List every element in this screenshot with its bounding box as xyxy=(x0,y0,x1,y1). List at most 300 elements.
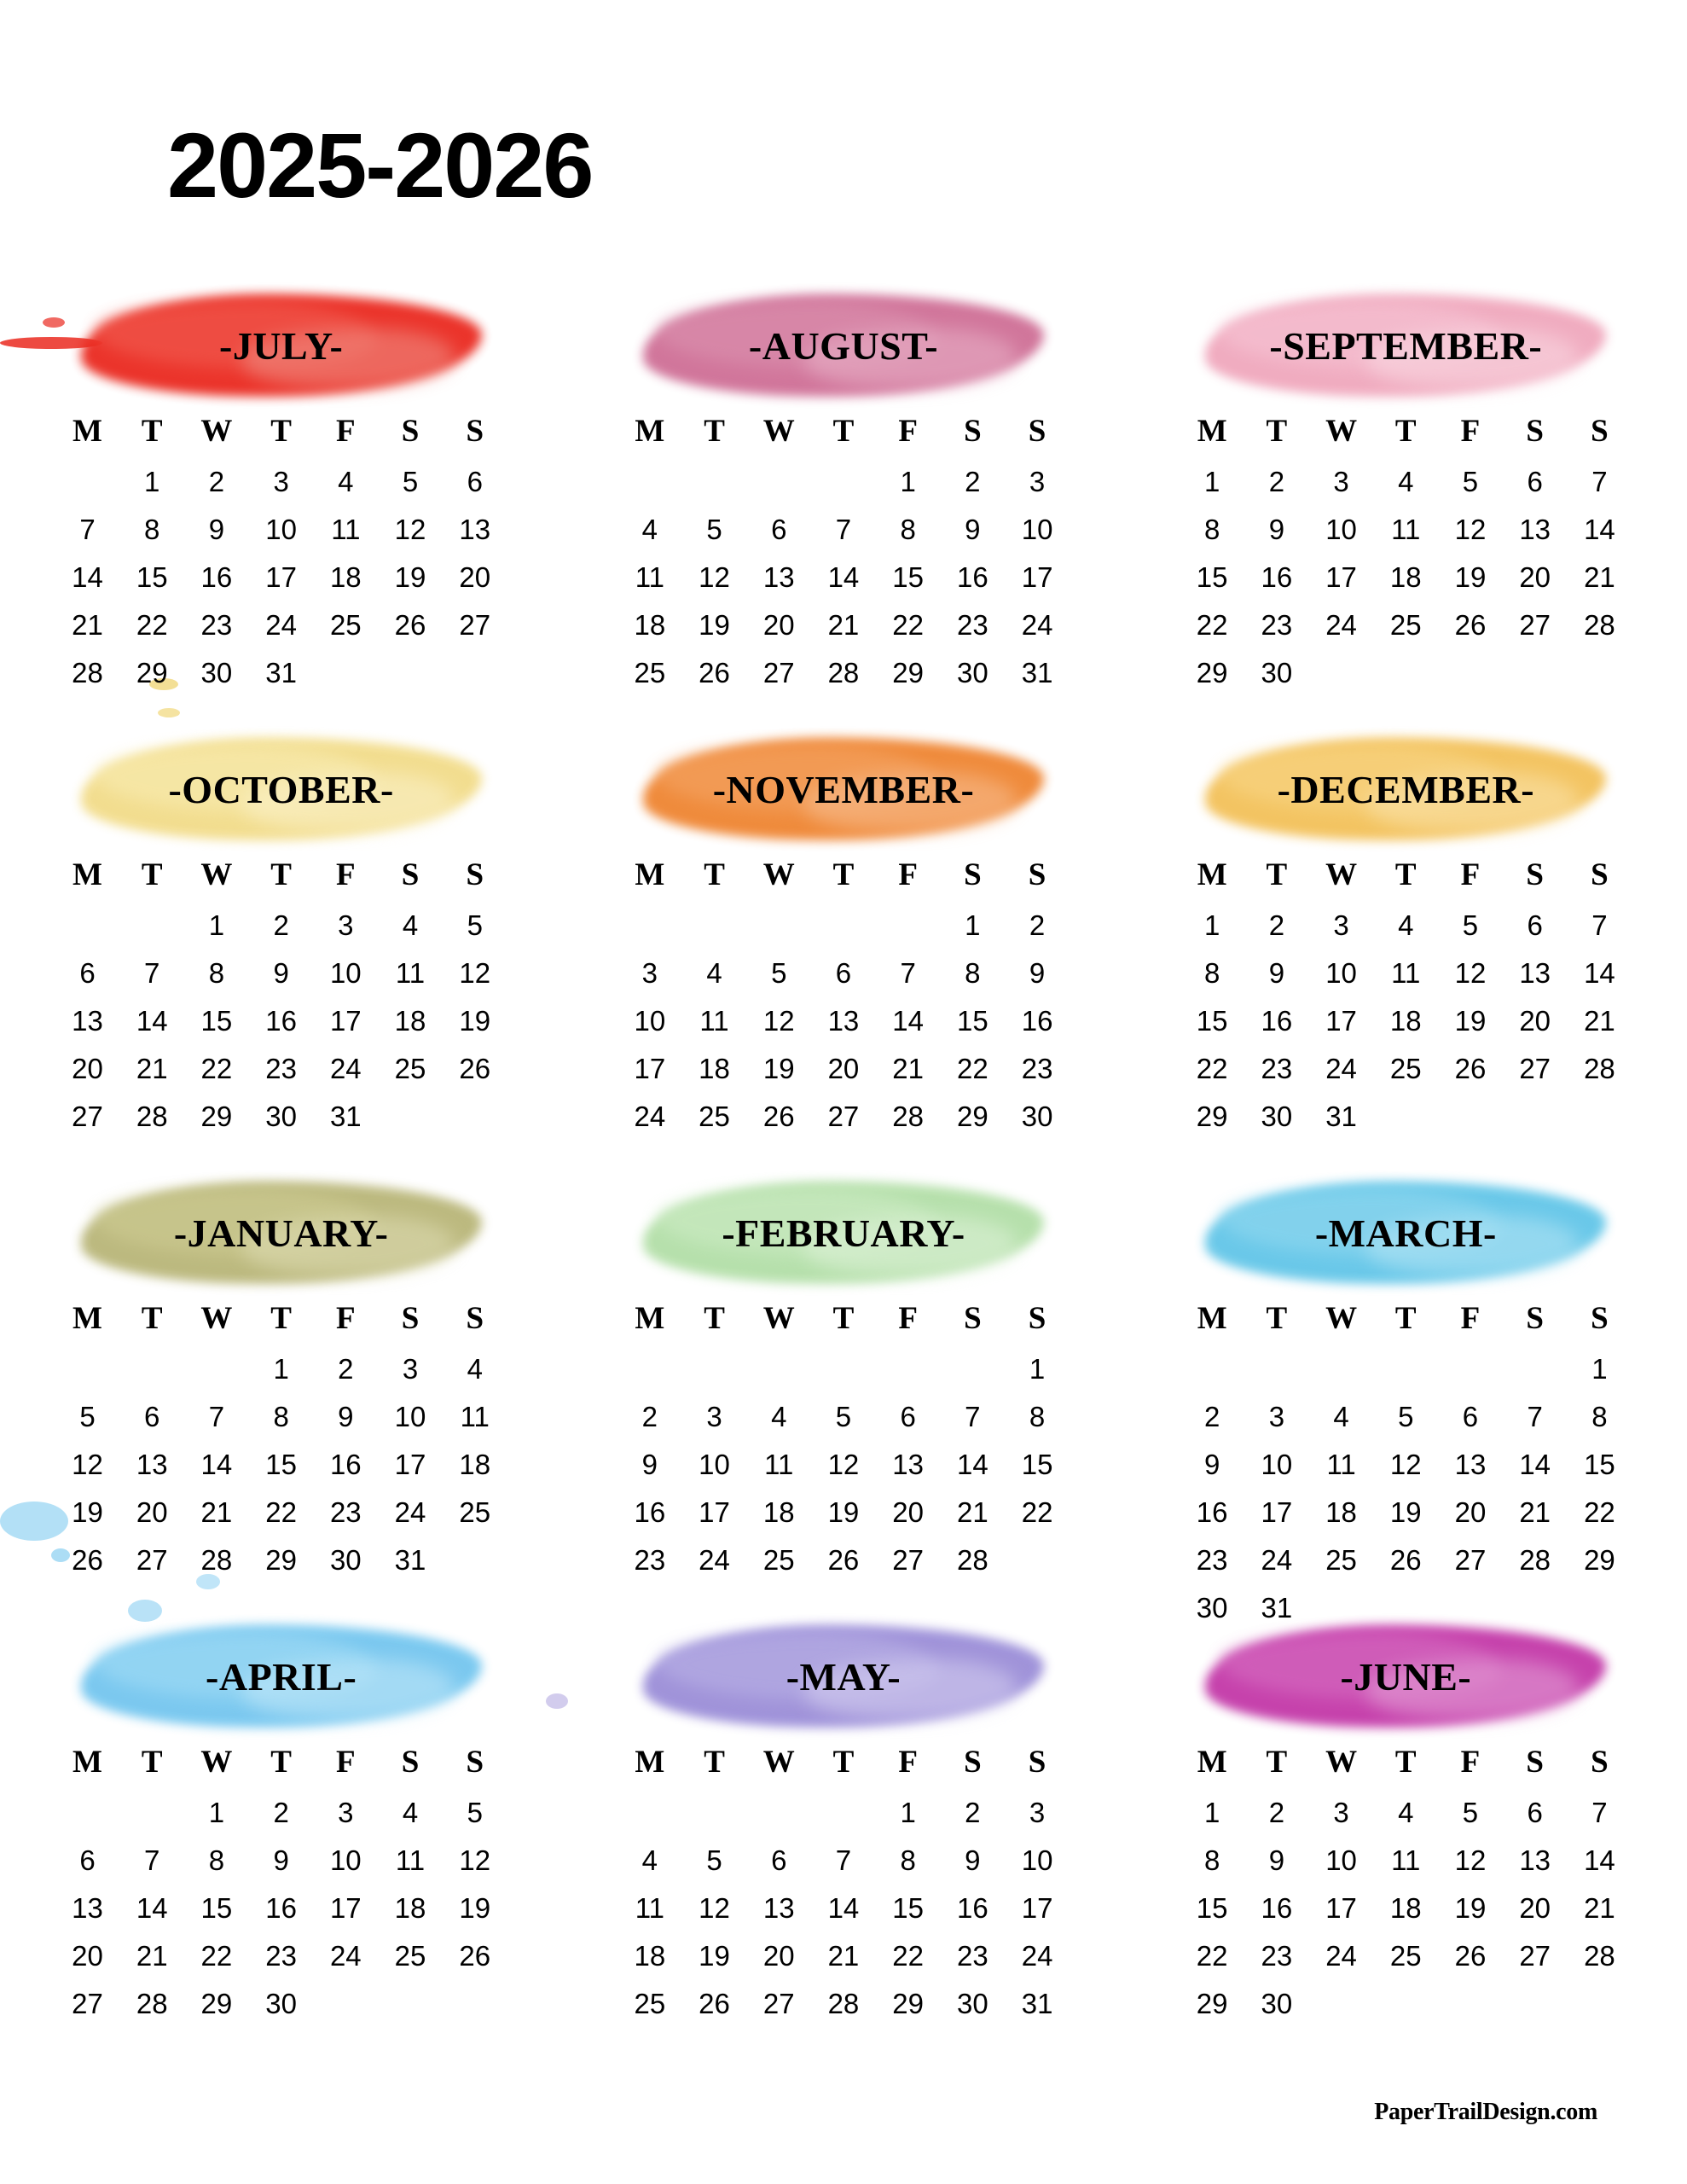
day-cell[interactable]: 23 xyxy=(1196,1544,1228,1576)
day-cell[interactable]: 28 xyxy=(72,657,103,688)
day-cell[interactable]: 3 xyxy=(338,1797,354,1828)
day-cell[interactable]: 7 xyxy=(835,514,852,545)
day-cell[interactable]: 30 xyxy=(329,1544,362,1576)
day-cell[interactable]: 29 xyxy=(1196,1101,1228,1132)
day-cell[interactable]: 1 xyxy=(900,466,916,497)
day-cell[interactable]: 1 xyxy=(965,909,981,941)
day-cell[interactable]: 15 xyxy=(265,1449,297,1480)
day-cell[interactable]: 29 xyxy=(892,657,924,688)
day-cell[interactable]: 24 xyxy=(1325,609,1357,641)
day-cell[interactable]: 27 xyxy=(72,1101,103,1132)
day-cell[interactable]: 23 xyxy=(329,1496,362,1528)
day-cell[interactable]: 8 xyxy=(1591,1401,1608,1432)
day-cell[interactable]: 31 xyxy=(394,1544,426,1576)
day-cell[interactable]: 2 xyxy=(273,1797,289,1828)
day-cell[interactable]: 22 xyxy=(200,1940,233,1972)
day-cell[interactable]: 9 xyxy=(208,514,225,545)
day-cell[interactable]: 6 xyxy=(79,957,96,989)
day-cell[interactable]: 15 xyxy=(1584,1449,1615,1480)
day-cell[interactable]: 14 xyxy=(892,1005,924,1037)
day-cell[interactable]: 15 xyxy=(1196,1005,1228,1037)
day-cell[interactable]: 26 xyxy=(394,609,426,641)
day-cell[interactable]: 1 xyxy=(273,1353,289,1385)
day-cell[interactable]: 30 xyxy=(1261,657,1293,688)
day-cell[interactable]: 24 xyxy=(329,1053,362,1084)
day-cell[interactable]: 28 xyxy=(1584,1053,1615,1084)
day-cell[interactable]: 27 xyxy=(1519,1053,1551,1084)
day-cell[interactable]: 20 xyxy=(1454,1496,1487,1528)
day-cell[interactable]: 22 xyxy=(1196,609,1228,641)
day-cell[interactable]: 27 xyxy=(459,609,491,641)
day-cell[interactable]: 11 xyxy=(331,514,361,545)
day-cell[interactable]: 22 xyxy=(892,609,924,641)
day-cell[interactable]: 20 xyxy=(1519,1892,1551,1924)
day-cell[interactable]: 20 xyxy=(459,561,491,593)
day-cell[interactable]: 10 xyxy=(1325,514,1357,545)
day-cell[interactable]: 4 xyxy=(1333,1401,1349,1432)
day-cell[interactable]: 27 xyxy=(72,1988,103,2019)
day-cell[interactable]: 18 xyxy=(1325,1496,1357,1528)
day-cell[interactable]: 27 xyxy=(1519,1940,1551,1972)
day-cell[interactable]: 2 xyxy=(1203,1401,1220,1432)
day-cell[interactable]: 18 xyxy=(634,609,666,641)
day-cell[interactable]: 28 xyxy=(827,1988,860,2019)
day-cell[interactable]: 30 xyxy=(1261,1988,1293,2019)
day-cell[interactable]: 23 xyxy=(200,609,233,641)
day-cell[interactable]: 2 xyxy=(1029,909,1046,941)
day-cell[interactable]: 8 xyxy=(900,514,916,545)
day-cell[interactable]: 31 xyxy=(1261,1592,1293,1623)
day-cell[interactable]: 23 xyxy=(1261,1940,1293,1972)
day-cell[interactable]: 13 xyxy=(1519,957,1551,989)
day-cell[interactable]: 3 xyxy=(1333,909,1349,941)
day-cell[interactable]: 24 xyxy=(634,1101,666,1132)
day-cell[interactable]: 1 xyxy=(208,1797,225,1828)
day-cell[interactable]: 28 xyxy=(827,657,860,688)
day-cell[interactable]: 21 xyxy=(956,1496,988,1528)
day-cell[interactable]: 10 xyxy=(1261,1449,1293,1480)
day-cell[interactable]: 14 xyxy=(1519,1449,1551,1480)
day-cell[interactable]: 18 xyxy=(762,1496,795,1528)
day-cell[interactable]: 22 xyxy=(136,609,168,641)
day-cell[interactable]: 25 xyxy=(329,609,362,641)
day-cell[interactable]: 9 xyxy=(273,1844,289,1876)
day-cell[interactable]: 19 xyxy=(1454,1892,1487,1924)
day-cell[interactable]: 2 xyxy=(1268,1797,1285,1828)
day-cell[interactable]: 13 xyxy=(72,1005,103,1037)
day-cell[interactable]: 28 xyxy=(1584,1940,1615,1972)
day-cell[interactable]: 23 xyxy=(634,1544,666,1576)
day-cell[interactable]: 11 xyxy=(764,1449,794,1480)
day-cell[interactable]: 16 xyxy=(265,1892,297,1924)
day-cell[interactable]: 26 xyxy=(459,1940,491,1972)
day-cell[interactable]: 10 xyxy=(394,1401,426,1432)
day-cell[interactable]: 9 xyxy=(965,1844,981,1876)
day-cell[interactable]: 7 xyxy=(144,1844,160,1876)
day-cell[interactable]: 29 xyxy=(1196,657,1228,688)
day-cell[interactable]: 22 xyxy=(1196,1053,1228,1084)
day-cell[interactable]: 31 xyxy=(329,1101,362,1132)
day-cell[interactable]: 6 xyxy=(771,514,787,545)
day-cell[interactable]: 10 xyxy=(1021,1844,1053,1876)
day-cell[interactable]: 4 xyxy=(706,957,722,989)
day-cell[interactable]: 21 xyxy=(1584,1005,1615,1037)
day-cell[interactable]: 30 xyxy=(1261,1101,1293,1132)
day-cell[interactable]: 6 xyxy=(467,466,483,497)
day-cell[interactable]: 2 xyxy=(1268,909,1285,941)
day-cell[interactable]: 16 xyxy=(1261,1892,1293,1924)
day-cell[interactable]: 27 xyxy=(892,1544,924,1576)
day-cell[interactable]: 16 xyxy=(200,561,233,593)
day-cell[interactable]: 9 xyxy=(1268,1844,1285,1876)
day-cell[interactable]: 1 xyxy=(1029,1353,1046,1385)
day-cell[interactable]: 18 xyxy=(1389,1892,1422,1924)
day-cell[interactable]: 1 xyxy=(1591,1353,1608,1385)
day-cell[interactable]: 17 xyxy=(1021,1892,1053,1924)
day-cell[interactable]: 6 xyxy=(1527,466,1543,497)
day-cell[interactable]: 19 xyxy=(699,1940,730,1972)
day-cell[interactable]: 21 xyxy=(72,609,103,641)
day-cell[interactable]: 11 xyxy=(460,1401,490,1432)
day-cell[interactable]: 13 xyxy=(762,561,795,593)
day-cell[interactable]: 5 xyxy=(467,909,483,941)
day-cell[interactable]: 22 xyxy=(892,1940,924,1972)
day-cell[interactable]: 26 xyxy=(1454,1053,1487,1084)
day-cell[interactable]: 3 xyxy=(273,466,289,497)
day-cell[interactable]: 17 xyxy=(265,561,297,593)
day-cell[interactable]: 6 xyxy=(144,1401,160,1432)
day-cell[interactable]: 17 xyxy=(394,1449,426,1480)
day-cell[interactable]: 29 xyxy=(1584,1544,1615,1576)
day-cell[interactable]: 6 xyxy=(771,1844,787,1876)
day-cell[interactable]: 13 xyxy=(136,1449,168,1480)
day-cell[interactable]: 15 xyxy=(200,1892,233,1924)
day-cell[interactable]: 12 xyxy=(1454,514,1487,545)
day-cell[interactable]: 23 xyxy=(1261,1053,1293,1084)
day-cell[interactable]: 5 xyxy=(467,1797,483,1828)
day-cell[interactable]: 10 xyxy=(634,1005,666,1037)
day-cell[interactable]: 11 xyxy=(635,561,664,593)
day-cell[interactable]: 2 xyxy=(338,1353,354,1385)
day-cell[interactable]: 29 xyxy=(200,1988,233,2019)
day-cell[interactable]: 7 xyxy=(208,1401,225,1432)
day-cell[interactable]: 14 xyxy=(200,1449,233,1480)
day-cell[interactable]: 5 xyxy=(1398,1401,1414,1432)
day-cell[interactable]: 4 xyxy=(1398,466,1414,497)
day-cell[interactable]: 18 xyxy=(394,1892,426,1924)
day-cell[interactable]: 5 xyxy=(402,466,419,497)
day-cell[interactable]: 13 xyxy=(892,1449,924,1480)
day-cell[interactable]: 30 xyxy=(265,1101,297,1132)
day-cell[interactable]: 9 xyxy=(1029,957,1046,989)
day-cell[interactable]: 23 xyxy=(956,1940,988,1972)
day-cell[interactable]: 7 xyxy=(900,957,916,989)
day-cell[interactable]: 10 xyxy=(1021,514,1053,545)
day-cell[interactable]: 26 xyxy=(762,1101,795,1132)
day-cell[interactable]: 7 xyxy=(835,1844,852,1876)
day-cell[interactable]: 27 xyxy=(136,1544,168,1576)
day-cell[interactable]: 14 xyxy=(136,1892,168,1924)
day-cell[interactable]: 28 xyxy=(956,1544,988,1576)
day-cell[interactable]: 26 xyxy=(1454,609,1487,641)
day-cell[interactable]: 20 xyxy=(762,1940,795,1972)
day-cell[interactable]: 24 xyxy=(265,609,297,641)
day-cell[interactable]: 14 xyxy=(1584,957,1615,989)
day-cell[interactable]: 5 xyxy=(771,957,787,989)
day-cell[interactable]: 7 xyxy=(965,1401,981,1432)
day-cell[interactable]: 17 xyxy=(329,1005,362,1037)
day-cell[interactable]: 10 xyxy=(699,1449,730,1480)
day-cell[interactable]: 7 xyxy=(79,514,96,545)
day-cell[interactable]: 26 xyxy=(827,1544,860,1576)
day-cell[interactable]: 26 xyxy=(72,1544,103,1576)
day-cell[interactable]: 9 xyxy=(338,1401,354,1432)
day-cell[interactable]: 8 xyxy=(1203,514,1220,545)
day-cell[interactable]: 2 xyxy=(641,1401,658,1432)
day-cell[interactable]: 27 xyxy=(827,1101,860,1132)
day-cell[interactable]: 4 xyxy=(771,1401,787,1432)
day-cell[interactable]: 1 xyxy=(1203,909,1220,941)
day-cell[interactable]: 21 xyxy=(136,1053,168,1084)
day-cell[interactable]: 4 xyxy=(402,909,419,941)
day-cell[interactable]: 18 xyxy=(1389,1005,1422,1037)
day-cell[interactable]: 3 xyxy=(706,1401,722,1432)
day-cell[interactable]: 29 xyxy=(265,1544,297,1576)
day-cell[interactable]: 21 xyxy=(827,609,860,641)
day-cell[interactable]: 25 xyxy=(394,1940,426,1972)
day-cell[interactable]: 14 xyxy=(827,561,860,593)
day-cell[interactable]: 23 xyxy=(265,1940,297,1972)
day-cell[interactable]: 20 xyxy=(72,1940,103,1972)
day-cell[interactable]: 21 xyxy=(136,1940,168,1972)
day-cell[interactable]: 3 xyxy=(1029,1797,1046,1828)
day-cell[interactable]: 18 xyxy=(459,1449,491,1480)
day-cell[interactable]: 16 xyxy=(1261,561,1293,593)
day-cell[interactable]: 24 xyxy=(1261,1544,1293,1576)
day-cell[interactable]: 25 xyxy=(394,1053,426,1084)
day-cell[interactable]: 7 xyxy=(144,957,160,989)
day-cell[interactable]: 15 xyxy=(892,1892,924,1924)
day-cell[interactable]: 12 xyxy=(762,1005,795,1037)
day-cell[interactable]: 6 xyxy=(900,1401,916,1432)
day-cell[interactable]: 21 xyxy=(827,1940,860,1972)
day-cell[interactable]: 5 xyxy=(706,514,722,545)
day-cell[interactable]: 7 xyxy=(1527,1401,1543,1432)
day-cell[interactable]: 2 xyxy=(1268,466,1285,497)
day-cell[interactable]: 15 xyxy=(200,1005,233,1037)
day-cell[interactable]: 3 xyxy=(402,1353,419,1385)
day-cell[interactable]: 26 xyxy=(459,1053,491,1084)
day-cell[interactable]: 29 xyxy=(956,1101,988,1132)
day-cell[interactable]: 18 xyxy=(394,1005,426,1037)
day-cell[interactable]: 11 xyxy=(1391,514,1421,545)
day-cell[interactable]: 21 xyxy=(892,1053,924,1084)
day-cell[interactable]: 29 xyxy=(1196,1988,1228,2019)
day-cell[interactable]: 22 xyxy=(1021,1496,1053,1528)
day-cell[interactable]: 16 xyxy=(956,561,988,593)
day-cell[interactable]: 25 xyxy=(1325,1544,1357,1576)
day-cell[interactable]: 31 xyxy=(265,657,297,688)
day-cell[interactable]: 24 xyxy=(329,1940,362,1972)
day-cell[interactable]: 28 xyxy=(200,1544,233,1576)
day-cell[interactable]: 19 xyxy=(1454,1005,1487,1037)
day-cell[interactable]: 17 xyxy=(634,1053,666,1084)
day-cell[interactable]: 7 xyxy=(1591,909,1608,941)
day-cell[interactable]: 2 xyxy=(273,909,289,941)
day-cell[interactable]: 31 xyxy=(1021,1988,1053,2019)
day-cell[interactable]: 19 xyxy=(699,609,730,641)
day-cell[interactable]: 7 xyxy=(1591,466,1608,497)
day-cell[interactable]: 20 xyxy=(892,1496,924,1528)
day-cell[interactable]: 14 xyxy=(956,1449,988,1480)
day-cell[interactable]: 21 xyxy=(1519,1496,1551,1528)
day-cell[interactable]: 20 xyxy=(1519,1005,1551,1037)
day-cell[interactable]: 4 xyxy=(641,1844,658,1876)
day-cell[interactable]: 16 xyxy=(1261,1005,1293,1037)
day-cell[interactable]: 23 xyxy=(1261,609,1293,641)
day-cell[interactable]: 10 xyxy=(329,1844,362,1876)
day-cell[interactable]: 4 xyxy=(1398,1797,1414,1828)
day-cell[interactable]: 20 xyxy=(762,609,795,641)
day-cell[interactable]: 19 xyxy=(72,1496,103,1528)
day-cell[interactable]: 28 xyxy=(892,1101,924,1132)
day-cell[interactable]: 5 xyxy=(1462,909,1479,941)
day-cell[interactable]: 21 xyxy=(1584,561,1615,593)
day-cell[interactable]: 8 xyxy=(1029,1401,1046,1432)
day-cell[interactable]: 26 xyxy=(699,1988,730,2019)
day-cell[interactable]: 11 xyxy=(1326,1449,1356,1480)
day-cell[interactable]: 8 xyxy=(1203,957,1220,989)
day-cell[interactable]: 11 xyxy=(1391,1844,1421,1876)
day-cell[interactable]: 8 xyxy=(144,514,160,545)
day-cell[interactable]: 25 xyxy=(459,1496,491,1528)
day-cell[interactable]: 10 xyxy=(329,957,362,989)
day-cell[interactable]: 17 xyxy=(329,1892,362,1924)
day-cell[interactable]: 11 xyxy=(699,1005,729,1037)
day-cell[interactable]: 13 xyxy=(827,1005,860,1037)
day-cell[interactable]: 9 xyxy=(1203,1449,1220,1480)
day-cell[interactable]: 20 xyxy=(136,1496,168,1528)
day-cell[interactable]: 30 xyxy=(956,1988,988,2019)
day-cell[interactable]: 2 xyxy=(208,466,225,497)
day-cell[interactable]: 9 xyxy=(1268,957,1285,989)
day-cell[interactable]: 15 xyxy=(1021,1449,1053,1480)
day-cell[interactable]: 20 xyxy=(72,1053,103,1084)
day-cell[interactable]: 30 xyxy=(200,657,233,688)
day-cell[interactable]: 17 xyxy=(1325,561,1357,593)
day-cell[interactable]: 12 xyxy=(827,1449,860,1480)
day-cell[interactable]: 10 xyxy=(265,514,297,545)
day-cell[interactable]: 22 xyxy=(265,1496,297,1528)
day-cell[interactable]: 3 xyxy=(338,909,354,941)
day-cell[interactable]: 23 xyxy=(956,609,988,641)
day-cell[interactable]: 19 xyxy=(762,1053,795,1084)
day-cell[interactable]: 10 xyxy=(1325,957,1357,989)
day-cell[interactable]: 30 xyxy=(265,1988,297,2019)
day-cell[interactable]: 9 xyxy=(965,514,981,545)
day-cell[interactable]: 20 xyxy=(1519,561,1551,593)
day-cell[interactable]: 14 xyxy=(136,1005,168,1037)
day-cell[interactable]: 30 xyxy=(1196,1592,1228,1623)
day-cell[interactable]: 8 xyxy=(965,957,981,989)
day-cell[interactable]: 22 xyxy=(1196,1940,1228,1972)
day-cell[interactable]: 30 xyxy=(956,657,988,688)
day-cell[interactable]: 11 xyxy=(1391,957,1421,989)
day-cell[interactable]: 6 xyxy=(835,957,852,989)
day-cell[interactable]: 21 xyxy=(200,1496,233,1528)
day-cell[interactable]: 6 xyxy=(1527,1797,1543,1828)
day-cell[interactable]: 17 xyxy=(1325,1892,1357,1924)
day-cell[interactable]: 24 xyxy=(1325,1053,1357,1084)
day-cell[interactable]: 6 xyxy=(1527,909,1543,941)
day-cell[interactable]: 6 xyxy=(1462,1401,1479,1432)
day-cell[interactable]: 29 xyxy=(200,1101,233,1132)
day-cell[interactable]: 24 xyxy=(394,1496,426,1528)
day-cell[interactable]: 7 xyxy=(1591,1797,1608,1828)
day-cell[interactable]: 3 xyxy=(641,957,658,989)
day-cell[interactable]: 28 xyxy=(1519,1544,1551,1576)
day-cell[interactable]: 13 xyxy=(762,1892,795,1924)
day-cell[interactable]: 13 xyxy=(1454,1449,1487,1480)
day-cell[interactable]: 3 xyxy=(1333,1797,1349,1828)
day-cell[interactable]: 12 xyxy=(1389,1449,1422,1480)
day-cell[interactable]: 16 xyxy=(329,1449,362,1480)
day-cell[interactable]: 25 xyxy=(634,657,666,688)
day-cell[interactable]: 9 xyxy=(273,957,289,989)
day-cell[interactable]: 22 xyxy=(200,1053,233,1084)
day-cell[interactable]: 24 xyxy=(1325,1940,1357,1972)
day-cell[interactable]: 29 xyxy=(892,1988,924,2019)
day-cell[interactable]: 18 xyxy=(1389,561,1422,593)
day-cell[interactable]: 25 xyxy=(634,1988,666,2019)
day-cell[interactable]: 4 xyxy=(467,1353,483,1385)
day-cell[interactable]: 8 xyxy=(208,957,225,989)
day-cell[interactable]: 25 xyxy=(699,1101,730,1132)
day-cell[interactable]: 24 xyxy=(1021,1940,1053,1972)
day-cell[interactable]: 14 xyxy=(827,1892,860,1924)
day-cell[interactable]: 1 xyxy=(900,1797,916,1828)
day-cell[interactable]: 16 xyxy=(956,1892,988,1924)
day-cell[interactable]: 15 xyxy=(1196,1892,1228,1924)
day-cell[interactable]: 4 xyxy=(1398,909,1414,941)
day-cell[interactable]: 18 xyxy=(699,1053,730,1084)
day-cell[interactable]: 15 xyxy=(136,561,168,593)
day-cell[interactable]: 28 xyxy=(136,1101,168,1132)
day-cell[interactable]: 8 xyxy=(1203,1844,1220,1876)
day-cell[interactable]: 11 xyxy=(395,1844,426,1876)
day-cell[interactable]: 5 xyxy=(835,1401,852,1432)
day-cell[interactable]: 13 xyxy=(1519,1844,1551,1876)
day-cell[interactable]: 12 xyxy=(394,514,426,545)
day-cell[interactable]: 17 xyxy=(1261,1496,1293,1528)
day-cell[interactable]: 1 xyxy=(1203,466,1220,497)
day-cell[interactable]: 15 xyxy=(1196,561,1228,593)
day-cell[interactable]: 30 xyxy=(1021,1101,1053,1132)
day-cell[interactable]: 9 xyxy=(641,1449,658,1480)
day-cell[interactable]: 6 xyxy=(79,1844,96,1876)
day-cell[interactable]: 20 xyxy=(827,1053,860,1084)
day-cell[interactable]: 26 xyxy=(699,657,730,688)
day-cell[interactable]: 5 xyxy=(1462,1797,1479,1828)
day-cell[interactable]: 19 xyxy=(459,1005,491,1037)
day-cell[interactable]: 1 xyxy=(144,466,160,497)
day-cell[interactable]: 1 xyxy=(1203,1797,1220,1828)
day-cell[interactable]: 4 xyxy=(402,1797,419,1828)
day-cell[interactable]: 12 xyxy=(459,1844,491,1876)
day-cell[interactable]: 19 xyxy=(459,1892,491,1924)
day-cell[interactable]: 14 xyxy=(72,561,103,593)
day-cell[interactable]: 2 xyxy=(965,466,981,497)
